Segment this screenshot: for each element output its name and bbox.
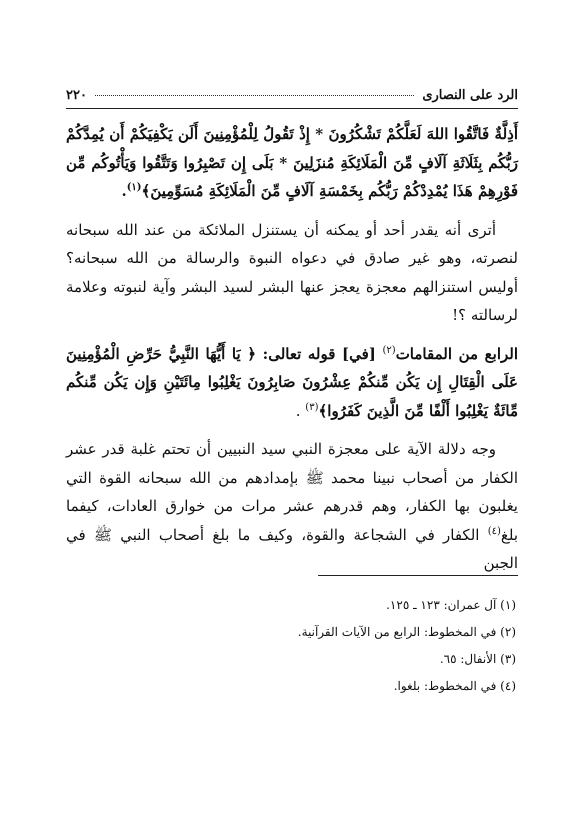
paragraph-2 xyxy=(66,340,518,426)
quran-passage-2: ﴿ يَا أَيُّهَا النَّبِيُّ حَرِّضِ الْمُؤْمِنِينَ عَلَى الْقِتَالِ إِن يَكُن مِّنكُمْ عِشْرُونَ صَابِرُونَ يَغْلِبُوا مِائَتَيْنِ وَإِن يَكُن مِّنكُم مِّائَةٌ يَغْلِبُوا أَلْفًا مِّنَ الَّذِينَ كَفَرُوا﴾ xyxy=(66,344,518,420)
footnote-ref-4: (٤) xyxy=(487,525,501,537)
footnote-ref-1: (١) xyxy=(126,182,142,193)
page-number: ٢٢٠ xyxy=(66,87,87,103)
quran-passage-1: أَذِلَّةٌ فَاتَّقُوا اللهَ لَعَلَّكُمْ تَشْكُرُونَ * إِذْ تَقُولُ لِلْمُؤْمِنِينَ أَلَن يَكْفِيَكُمْ أَن يُمِدَّكُمْ رَبُّكُم بِثَلَاثَةِ آلَافٍ مِّنَ الْمَلَائِكَةِ مُنزَلِينَ * بَلَى إِن تَصْبِرُوا وَتَتَّقُوا وَيَأْتُوكُم مِّن فَوْرِهِمْ هَذَا يُمْدِدْكُمْ رَبُّكُم بِخَمْسَةِ آلَافٍ مِّنَ الْمَلَائِكَةِ مُسَوِّمِينَ﴾$^{(١)}$. xyxy=(66,125,518,200)
header-dot-leader xyxy=(95,95,414,96)
section-lead: الرابع من المقامات xyxy=(395,344,518,363)
paragraph-3-part-b: الكفار في الشجاعة والقوة، وكيف ما بلغ أصحاب النبي ﷺ في الجبن xyxy=(66,525,518,572)
running-header xyxy=(66,84,518,106)
footnote-separator xyxy=(318,575,518,576)
footnote-ref-3: (٣) xyxy=(305,401,319,413)
header-rule xyxy=(66,108,518,109)
quran-passage-1-text: أَذِلَّةٌ فَاتَّقُوا اللهَ لَعَلَّكُمْ تَشْكُرُونَ * إِذْ تَقُولُ لِلْمُؤْمِنِينَ أَلَن يَكْفِيَكُمْ أَن يُمِدَّكُمْ رَبُّكُم بِثَلَاثَةِ آلَافٍ مِّنَ الْمَلَائِكَةِ مُنزَلِينَ * بَلَى إِن تَصْبِرُوا وَتَتَّقُوا وَيَأْتُوكُم مِّن فَوْرِهِمْ هَذَا يُمْدِدْكُمْ رَبُّكُم بِخَمْسَةِ آلَافٍ مِّنَ الْمَلَائِكَةِ مُسَوِّمِينَ﴾ xyxy=(66,125,518,200)
footnotes xyxy=(66,592,518,700)
header-title: الرد على النصارى xyxy=(422,87,518,103)
paragraph-3 xyxy=(66,435,518,578)
paragraph-3-part-a: وجه دلالة الآية على معجزة النبي سيد النبيين أن تحتم غلبة قدر عشر الكفار من أصحاب نبينا محمد ﷺ بإمدادهم من الله سبحانه القوة التي يغلبون بها الكفار، وهم قدرهم عشر مرات من خوارق العادات، كيفما بلغ xyxy=(66,440,518,544)
footnote-3: (٣) الأنفال: ٦٥. xyxy=(439,652,516,666)
section-intro: [في] قوله تعالى: xyxy=(256,344,383,363)
footnote-2: (٢) في المخطوط: الرابع من الآيات القرآنية. xyxy=(297,625,516,639)
paragraph-2-end: . xyxy=(295,401,306,420)
footnote-4: (٤) في المخطوط: بلغوا. xyxy=(393,679,516,693)
paragraph-1: أترى أنه يقدر أحد أو يمكنه أن يستنزل الملائكة من عند الله سبحانه لنصرته، وهو غير صادق في دعواه النبوة والرسالة من الله سبحانه؟ أوليس استنزالهم معجزة يعجز عنها البشر لسيد البشر وآية لنبوته وعلامة لرسالته ؟! xyxy=(66,220,518,324)
footnote-1: (١) آل عمران: ١٢٣ ـ ١٢٥. xyxy=(386,598,516,612)
main-text xyxy=(66,120,518,588)
footnote-ref-2: (٢) xyxy=(382,344,396,356)
